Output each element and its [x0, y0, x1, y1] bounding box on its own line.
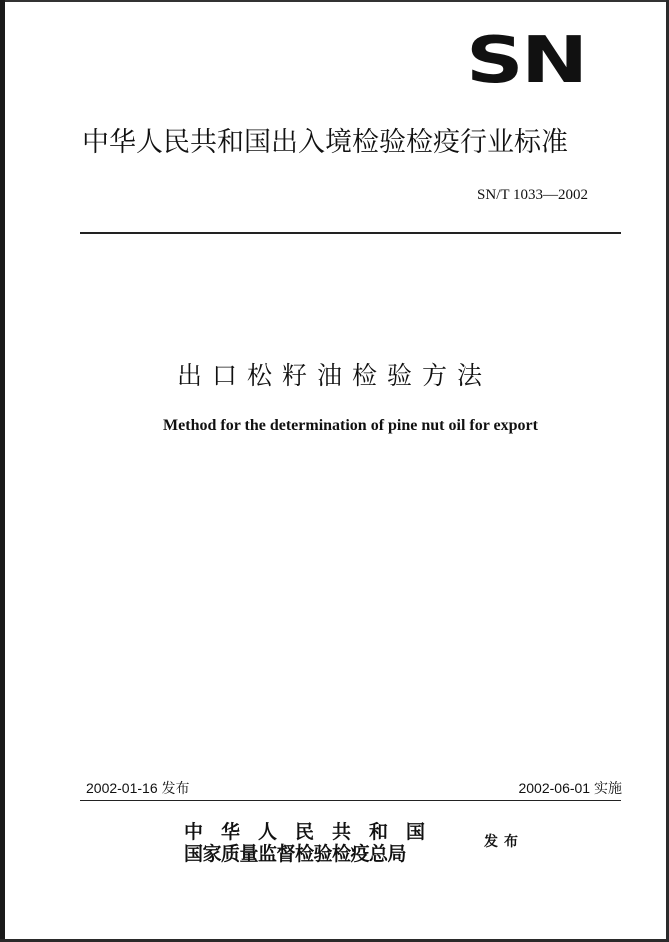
scan-border-top — [0, 0, 669, 2]
footer-divider — [80, 800, 621, 801]
issue-date: 2002-01-16 发布 — [86, 780, 190, 796]
issuer-action: 发布 — [484, 834, 524, 850]
implementation-date: 2002-06-01 实施 — [518, 780, 622, 796]
issuer-country: 中华人民共和国 — [184, 821, 444, 843]
issuer-agency: 国家质量监督检验检疫总局 — [184, 843, 407, 865]
standard-number: SN/T 1033—2002 — [477, 187, 588, 203]
document-title-chinese: 出口松籽油检验方法 — [176, 361, 492, 390]
sn-logo: SN — [466, 24, 586, 98]
document-title-english: Method for the determination of pine nut oil for export — [163, 417, 538, 434]
organization-standard-title: 中华人民共和国出入境检验检疫行业标准 — [82, 127, 568, 158]
header-divider — [80, 232, 621, 234]
scan-border-left — [0, 0, 5, 942]
